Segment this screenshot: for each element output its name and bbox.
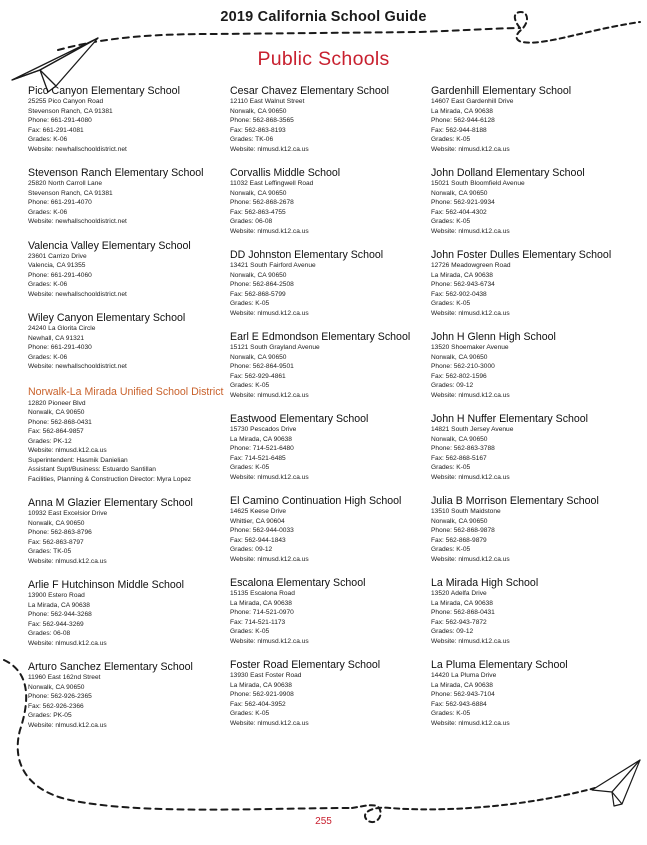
listing-detail-line: Website: nlmusd.k12.ca.us <box>431 473 510 481</box>
listing-detail-line: Stevenson Ranch, CA 91381 <box>28 107 113 115</box>
school-listing <box>28 167 233 227</box>
listing-detail-line: Phone: 562-944-6128 <box>431 117 495 124</box>
listing-detail-line: 13930 East Foster Road <box>230 672 302 679</box>
listing-detail-line: Phone: 562-864-2508 <box>230 281 294 288</box>
school-name: Valencia Valley Elementary School <box>28 239 191 252</box>
listing-detail-line: Grades: 09-12 <box>431 382 474 389</box>
school-name: John Dolland Elementary School <box>431 167 585 179</box>
listing-detail-line: Website: nlmusd.k12.ca.us <box>230 473 309 481</box>
listing-detail-line: Norwalk, CA 90650 <box>230 107 287 115</box>
listing-detail-line: 14607 East Gardenhill Drive <box>431 98 514 105</box>
listing-detail-line: Fax: 714-521-6485 <box>230 454 286 462</box>
school-listing <box>28 85 233 154</box>
listing-detail-line: Grades: K-05 <box>431 218 471 225</box>
listing-detail-line: Phone: 562-944-3268 <box>28 611 92 618</box>
school-listing <box>230 249 435 318</box>
listing-detail-line: La Mirada, CA 90638 <box>431 681 493 689</box>
listing-detail-line: Website: nlmusd.k12.ca.us <box>230 309 309 317</box>
listing-detail-line: Phone: 562-944-0033 <box>230 527 294 534</box>
listing-detail-line: Website: nlmusd.k12.ca.us <box>431 391 510 399</box>
school-listing <box>431 331 641 400</box>
listing-detail-line: Website: nlmusd.k12.ca.us <box>431 227 510 235</box>
listing-detail-line: 15730 Pescados Drive <box>230 426 297 433</box>
listing-detail-line: Norwalk, CA 90650 <box>230 189 287 197</box>
school-listing <box>431 167 641 236</box>
school-name: Gardenhill Elementary School <box>431 85 572 97</box>
listing-detail-line: Phone: 562-868-0431 <box>28 418 92 426</box>
listing-detail-line: Grades: K-06 <box>28 281 68 288</box>
listing-detail-line: Grades: K-05 <box>230 710 270 717</box>
listing-detail-line: Phone: 562-926-2365 <box>28 693 92 700</box>
listing-detail-line: Phone: 562-864-9501 <box>230 363 294 370</box>
listing-detail-line: Phone: 562-943-7104 <box>431 691 495 698</box>
listing-detail-line: Newhall, CA 91321 <box>28 334 85 342</box>
listing-detail-line: Fax: 562-944-3269 <box>28 620 84 628</box>
listing-detail-line: Fax: 562-404-4302 <box>431 208 487 216</box>
listing-detail-line: 14420 La Pluma Drive <box>431 672 497 679</box>
listing-detail-line: Norwalk, CA 90650 <box>230 353 287 361</box>
listing-detail-line: Norwalk, CA 90650 <box>28 683 85 691</box>
listing-detail-line: Fax: 562-868-5167 <box>431 454 487 462</box>
listing-detail-line: Fax: 562-868-5799 <box>230 290 286 298</box>
listing-detail-line: Grades: K-05 <box>431 300 471 307</box>
school-name: Wiley Canyon Elementary School <box>28 312 186 324</box>
school-listing <box>28 312 233 372</box>
school-listing <box>230 331 435 400</box>
listing-detail-line: Grades: 09-12 <box>431 628 474 635</box>
listing-detail-line: Phone: 562-943-6734 <box>431 281 495 288</box>
listing-detail-line: Norwalk, CA 90650 <box>431 435 488 443</box>
listing-detail-line: Phone: 661-291-4070 <box>28 199 92 206</box>
listing-detail-line: 25255 Pico Canyon Road <box>28 98 104 105</box>
school-name: Eastwood Elementary School <box>230 413 369 425</box>
listing-detail-line: 14625 Keese Drive <box>230 508 287 515</box>
listing-detail-line: Website: nlmusd.k12.ca.us <box>230 719 309 727</box>
listing-detail-line: 11032 East Leffingwell Road <box>230 180 314 187</box>
school-name: Foster Road Elementary School <box>230 659 381 671</box>
listing-detail-line: 15135 Escalona Road <box>230 590 295 597</box>
listing-detail-line: Grades: K-05 <box>431 546 471 553</box>
listing-detail-line: 24240 La Glorita Circle <box>28 325 96 332</box>
listing-detail-line: Phone: 562-868-9878 <box>431 527 495 534</box>
listing-detail-line: Grades: K-05 <box>230 464 270 471</box>
listing-detail-line: Fax: 562-864-9857 <box>28 428 84 435</box>
school-name: Julia B Morrison Elementary School <box>431 495 599 507</box>
listing-detail-line: Fax: 562-926-2366 <box>28 702 84 710</box>
listing-detail-line: 13520 Adelfa Drive <box>431 590 487 597</box>
guide-title: 2019 California School Guide <box>220 9 427 25</box>
listing-detail-line: Phone: 714-521-6480 <box>230 445 294 452</box>
listing-detail-line: Website: nlmusd.k12.ca.us <box>431 145 510 153</box>
listing-detail-line: Website: nlmusd.k12.ca.us <box>28 447 107 454</box>
listing-detail-line: 25820 North Carroll Lane <box>28 180 103 187</box>
listing-detail-line: Grades: PK-12 <box>28 437 72 445</box>
listing-detail-line: Grades: PK-05 <box>28 712 72 719</box>
listing-detail-line: Fax: 562-863-4755 <box>230 208 286 216</box>
school-name: John Foster Dulles Elementary School <box>431 249 612 261</box>
listing-detail-line: Fax: 661-291-4081 <box>28 126 84 134</box>
school-listing <box>28 497 233 566</box>
listing-detail-line: Fax: 714-521-1173 <box>230 618 286 626</box>
school-name: La Mirada High School <box>431 577 539 589</box>
school-listing <box>230 659 435 728</box>
listing-detail-line: 14821 South Jersey Avenue <box>431 426 514 433</box>
listing-detail-line: Grades: K-05 <box>431 710 471 717</box>
school-listing <box>431 85 641 154</box>
listing-detail-line: Website: nlmusd.k12.ca.us <box>230 555 309 563</box>
listing-detail-line: La Mirada, CA 90638 <box>230 599 292 607</box>
school-listing <box>28 579 233 648</box>
column-right <box>431 85 641 741</box>
listing-detail-line: Phone: 562-868-2678 <box>230 199 294 206</box>
column-left <box>28 85 233 743</box>
listing-detail-line: Grades: K-05 <box>230 382 270 389</box>
listing-detail-line: Website: nlmusd.k12.ca.us <box>431 309 510 317</box>
listing-detail-line: Phone: 562-868-3565 <box>230 117 294 124</box>
listing-detail-line: Phone: 562-863-8796 <box>28 529 92 536</box>
column-middle <box>230 85 435 741</box>
listing-detail-line: Grades: K-05 <box>431 464 471 471</box>
listing-detail-line: Norwalk, CA 90650 <box>431 189 488 197</box>
school-name: DD Johnston Elementary School <box>230 249 384 261</box>
listing-detail-line: Website: newhallschooldistrict.net <box>28 218 127 225</box>
school-name: Escalona Elementary School <box>230 577 366 589</box>
school-name: Cesar Chavez Elementary School <box>230 85 389 97</box>
listing-detail-line: Fax: 562-944-8188 <box>431 126 487 134</box>
listing-detail-line: Website: nlmusd.k12.ca.us <box>431 719 510 727</box>
listing-detail-line: La Mirada, CA 90638 <box>28 601 90 609</box>
listing-detail-line: La Mirada, CA 90638 <box>230 681 292 689</box>
listing-detail-line: Fax: 562-944-1843 <box>230 536 286 544</box>
listing-detail-line: Grades: K-05 <box>230 300 270 307</box>
school-listing <box>230 85 435 154</box>
listing-detail-line: Superintendent: Hasmik Danielian <box>28 456 128 464</box>
listing-detail-line: 12726 Meadowgreen Road <box>431 262 511 269</box>
listing-detail-line: Phone: 562-210-3000 <box>431 363 495 370</box>
listing-detail-line: Phone: 562-863-3788 <box>431 445 495 452</box>
listing-detail-line: Website: nlmusd.k12.ca.us <box>230 145 309 153</box>
listing-detail-line: Website: nlmusd.k12.ca.us <box>431 555 510 563</box>
listing-detail-line: Website: nlmusd.k12.ca.us <box>230 391 309 399</box>
listing-detail-line: 13510 South Maidstone <box>431 508 501 515</box>
listing-detail-line: Phone: 714-521-0970 <box>230 609 294 616</box>
listing-detail-line: Fax: 562-868-9879 <box>431 536 487 544</box>
section-title: Public Schools <box>257 48 390 70</box>
listing-detail-line: Website: newhallschooldistrict.net <box>28 363 127 370</box>
school-name: Corvallis Middle School <box>230 167 341 179</box>
school-name: Stevenson Ranch Elementary School <box>28 167 204 179</box>
listing-detail-line: Fax: 562-404-3952 <box>230 700 286 708</box>
listing-detail-line: Website: nlmusd.k12.ca.us <box>230 227 309 235</box>
listing-detail-line: Fax: 562-943-6884 <box>431 700 487 708</box>
school-listing <box>230 495 435 564</box>
listing-detail-line: 23601 Carrizo Drive <box>28 252 87 260</box>
listing-detail-line: 13900 Estero Road <box>28 592 85 599</box>
school-listing <box>230 167 435 236</box>
district-listing <box>28 385 233 485</box>
listing-detail-line: 12110 East Walnut Street <box>230 98 305 105</box>
page-number: 255 <box>315 816 332 827</box>
paper-plane-icon <box>592 760 640 806</box>
listing-detail-line: Grades: 06-08 <box>28 630 71 637</box>
school-listing <box>28 661 233 730</box>
listing-detail-line: Grades: 06-08 <box>230 218 273 225</box>
listing-detail-line: Phone: 661-291-4030 <box>28 344 92 351</box>
school-listing <box>28 240 233 300</box>
school-listing <box>431 577 641 646</box>
school-name: Arlie F Hutchinson Middle School <box>28 579 185 591</box>
school-listing <box>230 577 435 646</box>
school-name: Anna M Glazier Elementary School <box>28 497 193 509</box>
listing-detail-line: 10932 East Excelsior Drive <box>28 510 108 517</box>
listing-detail-line: Norwalk, CA 90650 <box>28 519 85 527</box>
listing-detail-line: Grades: 09-12 <box>230 546 273 553</box>
listing-detail-line: Grades: TK-06 <box>230 136 274 143</box>
listing-detail-line: Fax: 562-863-8193 <box>230 126 286 134</box>
listing-detail-line: Grades: K-06 <box>28 208 68 216</box>
listing-detail-line: La Mirada, CA 90638 <box>230 435 292 443</box>
school-listing <box>431 659 641 728</box>
listing-detail-line: Grades: TK-05 <box>28 548 72 555</box>
listing-detail-line: Fax: 562-863-8797 <box>28 538 84 546</box>
listing-detail-line: Website: nlmusd.k12.ca.us <box>28 721 107 729</box>
school-listing <box>431 249 641 318</box>
listing-detail-line: Fax: 562-929-4861 <box>230 372 286 380</box>
listing-detail-line: 12820 Pioneer Blvd <box>28 399 86 407</box>
school-listing <box>431 413 641 482</box>
school-name: Pico Canyon Elementary School <box>28 85 180 97</box>
dashed-flight-path-top <box>58 28 520 50</box>
school-listing <box>431 495 641 564</box>
listing-detail-line: 13520 Shoemaker Avenue <box>431 344 509 351</box>
listing-detail-line: Website: newhallschooldistrict.net <box>28 290 127 298</box>
listing-detail-line: Facilities, Planning & Construction Director: Myra Lopez <box>28 475 192 483</box>
listing-detail-line: Whittier, CA 90604 <box>230 517 285 525</box>
listing-detail-line: Fax: 562-943-7872 <box>431 618 487 626</box>
listing-detail-line: Stevenson Ranch, CA 91381 <box>28 189 113 197</box>
listing-detail-line: 13421 South Fairford Avenue <box>230 262 316 269</box>
listing-detail-line: Website: newhallschooldistrict.net <box>28 145 127 153</box>
school-listing <box>230 413 435 482</box>
listing-detail-line: La Mirada, CA 90638 <box>431 599 493 607</box>
listing-detail-line: Norwalk, CA 90650 <box>230 271 287 279</box>
listing-detail-line: Website: nlmusd.k12.ca.us <box>431 637 510 645</box>
listing-detail-line: Grades: K-06 <box>28 136 68 143</box>
listing-detail-line: La Mirada, CA 90638 <box>431 107 493 115</box>
listing-detail-line: Valencia, CA 91355 <box>28 262 86 269</box>
listing-detail-line: Fax: 562-902-0438 <box>431 290 487 298</box>
listing-detail-line: Grades: K-05 <box>230 628 270 635</box>
listing-detail-line: 11960 East 162nd Street <box>28 674 101 681</box>
listing-detail-line: Website: nlmusd.k12.ca.us <box>28 557 107 565</box>
listing-detail-line: Norwalk, CA 90650 <box>431 517 488 525</box>
listing-detail-line: Website: nlmusd.k12.ca.us <box>28 639 107 647</box>
listing-detail-line: La Mirada, CA 90638 <box>431 271 493 279</box>
school-name: El Camino Continuation High School <box>230 495 402 507</box>
listing-detail-line: Phone: 562-868-0431 <box>431 609 495 616</box>
listing-detail-line: Fax: 562-802-1596 <box>431 372 487 380</box>
listing-detail-line: Grades: K-05 <box>431 136 471 143</box>
listing-detail-line: Website: nlmusd.k12.ca.us <box>230 637 309 645</box>
listing-detail-line: Phone: 661-291-4080 <box>28 117 92 124</box>
school-name: La Pluma Elementary School <box>431 659 568 671</box>
listing-detail-line: 15021 South Bloomfield Avenue <box>431 180 525 187</box>
school-name: Arturo Sanchez Elementary School <box>28 661 193 673</box>
school-name: Earl E Edmondson Elementary School <box>230 331 411 343</box>
listing-detail-line: Phone: 562-921-9934 <box>431 199 495 206</box>
listing-detail-line: Assistant Supt/Business: Estuardo Santillan <box>28 466 156 473</box>
listing-detail-line: Norwalk, CA 90650 <box>28 409 85 416</box>
listing-detail-line: Norwalk, CA 90650 <box>431 353 488 361</box>
listing-detail-line: Grades: K-06 <box>28 353 68 361</box>
listing-detail-line: Phone: 562-921-9908 <box>230 691 294 698</box>
school-name: John H Glenn High School <box>431 331 556 343</box>
listing-detail-line: Phone: 661-291-4060 <box>28 271 92 279</box>
listing-detail-line: 15121 South Grayland Avenue <box>230 344 320 351</box>
school-name: John H Nuffer Elementary School <box>431 413 589 425</box>
district-name: Norwalk-La Mirada Unified School District <box>28 385 224 398</box>
